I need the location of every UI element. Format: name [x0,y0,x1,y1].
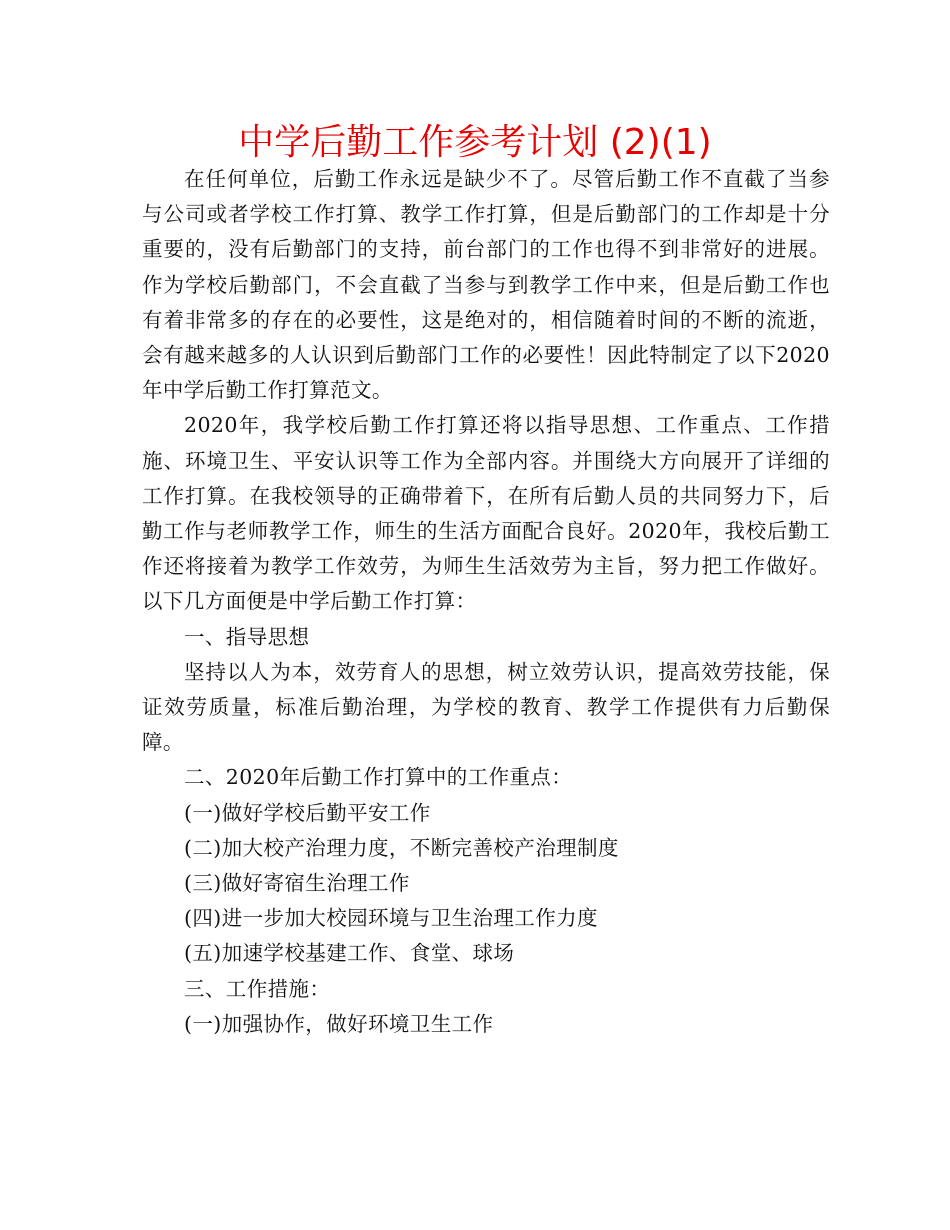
paragraph-intro: 在任何单位，后勤工作永远是缺少不了。尽管后勤工作不直截了当参与公司或者学校工作打算、教学工作打算，但是后勤部门的工作却是十分重要的，没有后勤部门的支持，前台部门的工作也得不到非常好的进展。作为学校后勤部门，不会直截了当参与到教学工作中来，但是后勤工作也有着非常多的存在的必要性，这是绝对的，相信随着时间的不断的流逝，会有越来越多的人认识到后勤部门工作的必要性！因此特制定了以下2020年中学后勤工作打算范文。 [142,167,830,403]
heading-guiding-thought: 一、指导思想 [184,624,310,649]
heading-work-focus: 二、2020年后勤工作打算中的工作重点： [184,765,573,790]
paragraph-overview: 2020年，我学校后勤工作打算还将以指导思想、工作重点、工作措施、环境卫生、平安认识等工作为全部内容。并围绕大方向展开了详细的工作打算。在我校领导的正确带着下，在所有后勤人员的共同努力下，后勤工作与老师教学工作，师生的生活方面配合良好。2020年，我校后勤工作还将接着为教学工作效劳，为师生生活效劳为主旨，努力把工作做好。以下几方面便是中学后勤工作打算： [142,413,830,614]
list-item-focus-3: (三)做好寄宿生治理工作 [184,871,410,896]
list-item-focus-1: (一)做好学校后勤平安工作 [184,800,431,825]
list-item-focus-2: (二)加大校产治理力度，不断完善校产治理制度 [184,835,619,860]
list-item-focus-5: (五)加速学校基建工作、食堂、球场 [184,941,515,966]
list-item-focus-4: (四)进一步加大校园环境与卫生治理工作力度 [184,906,598,931]
heading-work-measures: 三、工作措施： [184,976,331,1001]
document-body [142,162,830,1042]
paragraph-guiding-thought: 坚持以人为本，效劳育人的思想，树立效劳认识，提高效劳技能，保证效劳质量，标准后勤治理，为学校的教育、教学工作提供有力后勤保障。 [142,659,830,755]
list-item-measure-1: (一)加强协作，做好环境卫生工作 [184,1011,494,1036]
document-title: 中学后勤工作参考计划 (2)(1) [238,122,712,163]
